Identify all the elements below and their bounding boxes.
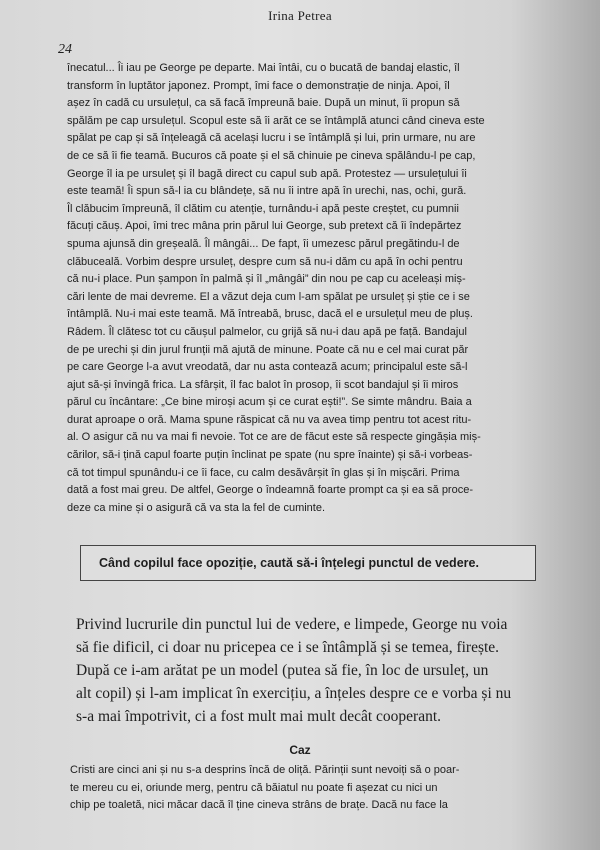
text-line: s-a mai împotrivit, ci a fost mult mai mult decât cooperant. <box>76 708 442 725</box>
text-line: spălăm pe cap ursulețul. Scopul este să îi arăt ce se întâmplă atunci când cineva este <box>67 114 485 127</box>
text-line: clăbuceală. Vorbim despre ursuleț, despre cum să nu-i dăm cu apă în ochi pentru <box>67 255 463 268</box>
text-line: După ce i-am arătat pe un model (putea să fie, în loc de ursuleț, un <box>76 662 489 679</box>
text-line: Râdem. Îl clătesc tot cu căușul palmelor, cu grijă să nu-i dau apă pe față. Bandajul <box>67 325 467 338</box>
running-header-author: Irina Petrea <box>268 8 332 23</box>
page-number: 24 <box>58 42 72 57</box>
callout-text: Când copilul face opoziție, caută să-i înțelegi punctul de vedere. <box>99 556 479 570</box>
text-line: dată a fost mai greu. De altfel, George o îndeamnă foarte prompt ca și ea să proce- <box>67 484 473 497</box>
text-line: spuma ajunsă din greșeală. Îl mângâi... De fapt, îi umezesc părul pregătindu-l de <box>67 237 460 250</box>
text-line: spălat pe cap și să înțeleagă că același lucru i se întâmplă și lui, prin urmare, nu are <box>67 132 476 145</box>
text-line: transform în luptător japonez. Prompt, îmi face o demonstrație de ninja. Apoi, îl <box>67 79 450 92</box>
text-line: să fie dificil, ci doar nu pricepea ce i se întâmplă și se temea, firește. <box>76 639 500 656</box>
text-line: de pe urechi și din jurul frunții mă ajută de minune. Poate că nu e cel mai curat păr <box>67 343 469 356</box>
text-line: te mereu cu ei, oriunde merg, pentru că băiatul nu poate fi așezat cu nici un <box>70 781 438 794</box>
text-line: cări lente de mai devreme. El a văzut deja cum l-am spălat pe ursuleț și știe ce i se <box>67 290 470 303</box>
text-line: că tot timpul spunându-i ce îi face, cu calm desăvârșit în glas și în mișcări. Prima <box>67 466 460 479</box>
text-line: făcuți căuș. Apoi, îmi trec mâna prin părul lui George, sub pretext că îi îndepărtez <box>67 220 462 233</box>
text-line: George îl ia pe ursuleț și îl bagă direct cu capul sub apă. Protestez — ursulețului îi <box>67 167 467 180</box>
text-line: deze ca mine și o asigură că va sta la fel de cuminte. <box>67 501 326 514</box>
text-line: Privind lucrurile din punctul lui de vedere, e limpede, George nu voia <box>76 616 508 633</box>
case-text <box>70 762 540 815</box>
case-heading: Caz <box>289 743 311 757</box>
text-line: Îl clăbucim împreună, îl clătim cu atenție, turnându-i apă peste creștet, cu pumnii <box>67 202 459 215</box>
text-line: ajut să-și învingă frica. La sfârșit, îl fac balot în prosop, îi scot bandajul și îi miros <box>67 378 459 391</box>
text-line: este teamă! Îi spun să-l ia cu blândețe, să nu îi intre apă în urechi, nas, ochi, gură. <box>67 185 467 198</box>
callout-box <box>80 545 536 581</box>
text-line: de ce să îi fie teamă. Bucuros că poate și el să chinuie pe cineva spălându-l pe cap, <box>67 149 476 162</box>
text-line: așez în cadă cu ursulețul, ca să facă împreună baie. După un minut, îi propun să <box>67 97 460 110</box>
text-line: chip pe toaletă, nici măcar dacă îl ține cineva strâns de brațe. Dacă nu face la <box>70 799 448 811</box>
body-text-small <box>67 60 535 517</box>
text-line: pe care George l-a avut vreodată, dar nu asta contează acum; principalul este să-l <box>67 361 468 374</box>
text-line: că nu-i place. Pun șampon în palmă și îl „mângâi” din nou pe cap cu aceleași miș- <box>67 273 466 286</box>
text-line: durat aproape o oră. Mama spune răspicat că nu va avea timp pentru tot acest ritu- <box>67 413 472 426</box>
body-text-large <box>76 613 544 728</box>
text-line: cărilor, să-i țină capul foarte puțin înclinat pe spate (nu spre înainte) și să-i vorbeas- <box>67 449 473 462</box>
text-line: alt copil) și l-am implicat în exercițiu, a înțeles despre ce e vorba și nu <box>76 685 512 702</box>
text-line: înecatul... Îi iau pe George pe departe. Mai întâi, cu o bucată de bandaj elastic, îl <box>67 62 460 74</box>
text-line: al. O asigur că nu va mai fi nevoie. Tot ce are de făcut este să respecte gingășia miș- <box>67 431 481 444</box>
text-line: Cristi are cinci ani și nu s-a desprins încă de oliță. Părinții sunt nevoiți să o poar- <box>70 764 460 776</box>
text-line: părul cu încântare: „Ce bine miroși acum și ce curat ești!”. Se simte mândru. Baia a <box>67 396 472 409</box>
text-line: întâmplă. Nu-i mai este teamă. Mă întreabă, brusc, dacă el e ursulețul meu de pluș. <box>67 308 473 321</box>
